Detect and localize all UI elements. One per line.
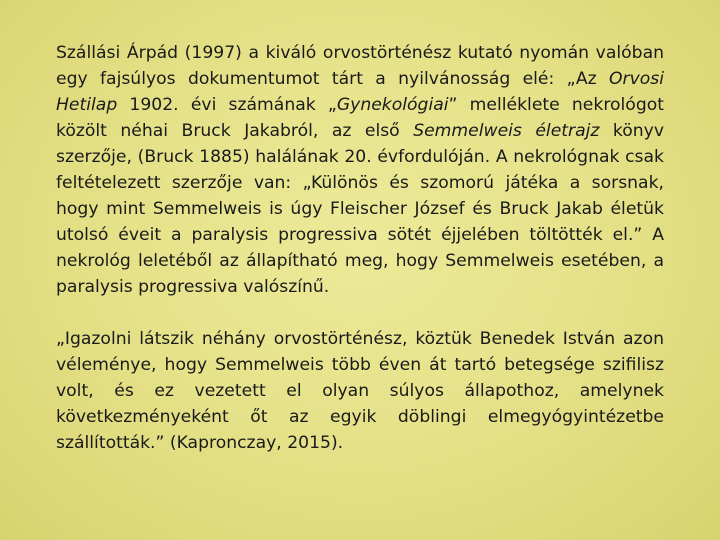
- slide-text-body: [56, 40, 664, 456]
- paragraph1-text-1: Szállási Árpád (1997) a kiváló orvostörténész kutató nyomán valóban egy fajsúlyos dokumentumot tárt a nyilvánosság elé: „Az: [56, 43, 664, 89]
- journal-title-italic: Orvosi Hetilap: [56, 69, 664, 115]
- paragraph1-text-3: ” melléklete nekrológot közölt néhai Bruck Jakabról, az első: [56, 95, 664, 141]
- book-title-italic: Semmelweis életrajz: [413, 121, 600, 141]
- paragraph-quote-kapronczay: [56, 326, 664, 456]
- supplement-title-italic: Gynekológiai: [336, 95, 449, 115]
- paragraph2-text: „Igazolni látszik néhány orvostörténész, köztük Benedek István azon véleménye, hogy Semmelweis több éven át tartó betegsége szifilisz volt, és ez vezetett el olyan súlyos állapothoz, amelynek következményeként őt az egyik döblingi elmegyógyintézetbe szállították.” (Kapronczay, 2015).: [56, 329, 664, 453]
- paragraph1-text-4: könyv szerzője, (Bruck 1885) halálának 20. évfordulóján. A nekrológnak csak feltételezett szerzője van: „Különös és szomorú játéka a sorsnak, hogy mint Semmelweis is úgy Fleischer József és Bruck Jakab életük utolsó éveit a paralysis progressiva sötét éjjelében töltötték el.” A nekrológ leletéből az állapítható meg, hogy Semmelweis esetében, a paralysis progressiva valószínű.: [56, 121, 665, 297]
- paragraph1-text-2: 1902. évi számának „: [117, 95, 337, 115]
- paragraph-nekrolog: [56, 40, 664, 300]
